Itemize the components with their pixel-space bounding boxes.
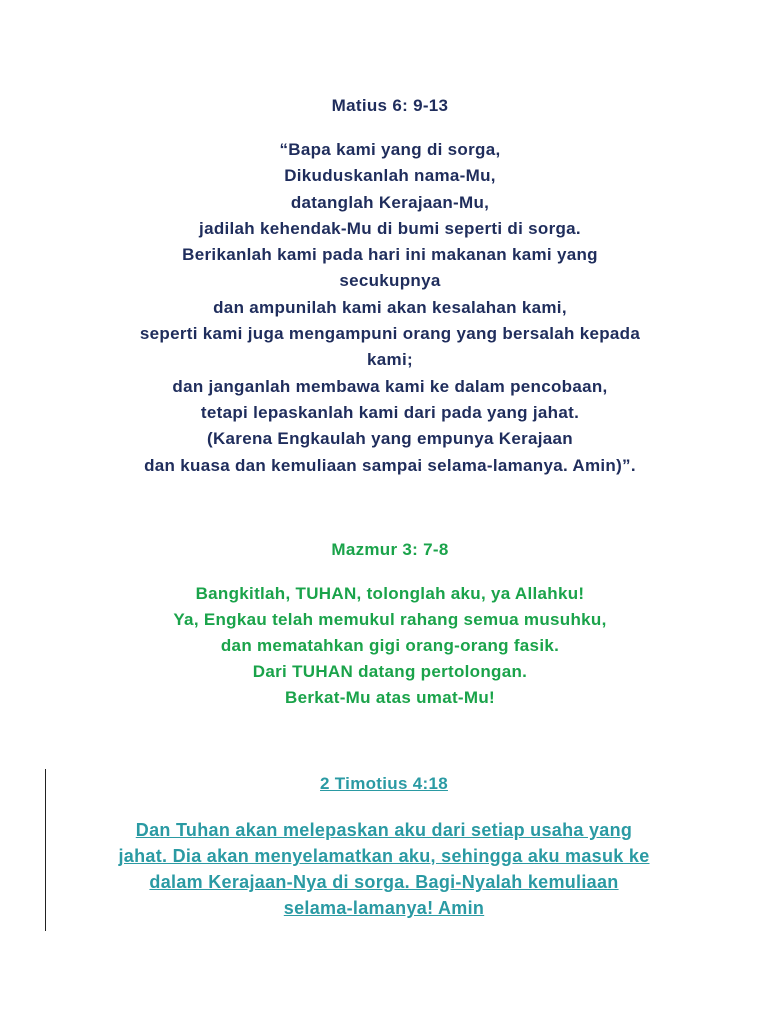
matius-section <box>80 93 700 479</box>
timotius-heading: 2 Timotius 4:18 <box>320 774 448 793</box>
margin-change-bar <box>45 769 46 931</box>
timotius-section <box>84 771 684 921</box>
verse-line: dan ampunilah kami akan kesalahan kami, <box>213 297 567 317</box>
verse-line: tetapi lepaskanlah kami dari pada yang jahat. <box>200 402 580 422</box>
verse-line: seperti kami juga mengampuni orang yang bersalah kepada <box>139 324 641 344</box>
verse-line: Dan Tuhan akan melepaskan aku dari setiap usaha yang <box>135 820 633 840</box>
verse-line: Berkat-Mu atas umat-Mu! <box>285 688 495 707</box>
verse-line: datanglah Kerajaan-Mu, <box>290 192 490 212</box>
verse-line: selama-lamanya! Amin <box>283 898 485 918</box>
mazmur-heading: Mazmur 3: 7-8 <box>331 540 449 559</box>
verse-line: dan kuasa dan kemuliaan sampai selama-lamanya. Amin)”. <box>144 455 636 475</box>
verse-line: kami; <box>367 350 413 370</box>
matius-verse-lines <box>80 137 700 479</box>
verse-line: secukupnya <box>339 271 441 291</box>
verse-line: dan mematahkan gigi orang-orang fasik. <box>220 636 560 655</box>
verse-line: Dari TUHAN datang pertolongan. <box>252 662 528 681</box>
verse-line: jahat. Dia akan menyelamatkan aku, sehingga aku masuk ke <box>118 846 650 866</box>
verse-line: Berikanlah kami pada hari ini makanan kami yang <box>182 245 598 265</box>
verse-line: Bangkitlah, TUHAN, tolonglah aku, ya Allahku! <box>195 584 585 603</box>
verse-line: “Bapa kami yang di sorga, <box>279 140 501 159</box>
verse-line: dan janganlah membawa kami ke dalam pencobaan, <box>172 376 608 396</box>
verse-line: Dikuduskanlah nama-Mu, <box>284 166 496 186</box>
verse-line: Ya, Engkau telah memukul rahang semua musuhku, <box>173 610 607 629</box>
verse-line: dalam Kerajaan-Nya di sorga. Bagi-Nyalah kemuliaan <box>149 872 619 892</box>
mazmur-verse-lines <box>80 581 700 711</box>
matius-heading: Matius 6: 9-13 <box>331 96 449 115</box>
timotius-verse-lines <box>84 817 684 921</box>
verse-line: (Karena Engkaulah yang empunya Kerajaan <box>207 429 573 449</box>
mazmur-section <box>80 537 700 711</box>
verse-line: jadilah kehendak-Mu di bumi seperti di sorga. <box>199 218 581 238</box>
